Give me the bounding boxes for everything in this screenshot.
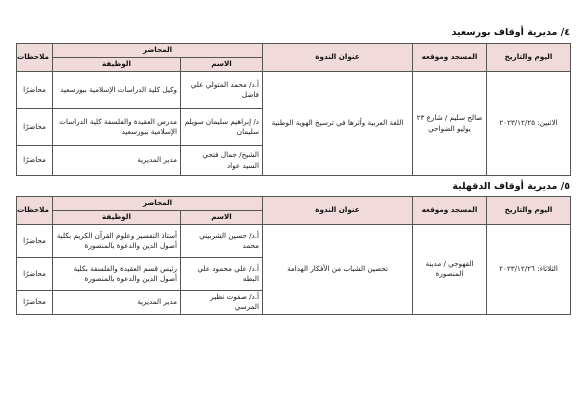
lecturer-job-cell: مدير المديرية bbox=[53, 146, 181, 176]
header-topic: عنوان الندوة bbox=[263, 197, 413, 225]
header-mosque: المسجد وموقعه bbox=[413, 197, 487, 225]
lecturer-job-cell: رئيس قسم العقيدة والفلسفة بكلية أصول الدين والدعوة بالمنصورة bbox=[53, 258, 181, 291]
schedule-table-portsaid bbox=[16, 43, 571, 176]
note-cell: محاضرًا bbox=[17, 72, 53, 109]
lecturer-job-cell: أستاذ التفسير وعلوم القرآن الكريم بكلية أصول الدين والدعوة بالمنصورة bbox=[53, 225, 181, 258]
header-job: الوظيفة bbox=[53, 58, 181, 72]
lecturer-name-cell: أ.د/ حسين الشربيني محمد bbox=[181, 225, 263, 258]
note-cell: محاضرًا bbox=[17, 109, 53, 146]
lecturer-job-cell: وكيل كلية الدراسات الإسلامية ببورسعيد bbox=[53, 72, 181, 109]
header-name: الاسم bbox=[181, 211, 263, 225]
topic-cell: اللغة العربية وأثرها في ترسيخ الهوية الوطنية bbox=[263, 72, 413, 176]
day-date-cell: الاثنين: ٢٠٢٣/١٢/٢٥ bbox=[487, 72, 571, 176]
note-cell: محاضرًا bbox=[17, 258, 53, 291]
header-name: الاسم bbox=[181, 58, 263, 72]
day-date-cell: الثلاثاء: ٢٠٢٣/١٢/٢٦ bbox=[487, 225, 571, 315]
header-notes: ملاحظات bbox=[17, 197, 53, 225]
mosque-cell: القهوجي / مدينة المنصورة bbox=[413, 225, 487, 315]
note-cell: محاضرًا bbox=[17, 291, 53, 315]
header-topic: عنوان الندوة bbox=[263, 44, 413, 72]
lecturer-name-cell: الشيخ/ جمال فتحي السيد عواد bbox=[181, 146, 263, 176]
schedule-table-dakahlia bbox=[16, 196, 571, 315]
note-cell: محاضرًا bbox=[17, 225, 53, 258]
header-job: الوظيفة bbox=[53, 211, 181, 225]
header-notes: ملاحظات bbox=[17, 44, 53, 72]
lecturer-job-cell: مدرس العقيدة والفلسفة كلية الدراسات الإسلامية ببورسعيد bbox=[53, 109, 181, 146]
table-row bbox=[17, 72, 571, 109]
lecturer-name-cell: أ.د/ محمد المتولي علي فاضل bbox=[181, 72, 263, 109]
lecturer-name-cell: أ.د/ صفوت نظير المرسي bbox=[181, 291, 263, 315]
section-title-dakahlia: ٥/ مديرية أوقاف الدقهلية bbox=[452, 181, 570, 192]
header-lecturer: المحاضر bbox=[53, 44, 263, 58]
lecturer-name-cell: أ.د/ علي محمود علي البطه bbox=[181, 258, 263, 291]
table-row bbox=[17, 225, 571, 258]
lecturer-job-cell: مدير المديرية bbox=[53, 291, 181, 315]
topic-cell: تحصين الشباب من الأفكار الهدامة bbox=[263, 225, 413, 315]
mosque-cell: صالح سليم / شارع ٢٣ يوليو الضواحي bbox=[413, 72, 487, 176]
section-title-portsaid: ٤/ مديرية أوقاف بورسعيد bbox=[451, 27, 570, 38]
header-day-date: اليوم والتاريخ bbox=[487, 197, 571, 225]
header-day-date: اليوم والتاريخ bbox=[487, 44, 571, 72]
header-lecturer: المحاضر bbox=[53, 197, 263, 211]
note-cell: محاضرًا bbox=[17, 146, 53, 176]
header-mosque: المسجد وموقعه bbox=[413, 44, 487, 72]
lecturer-name-cell: د/ إبراهيم سليمان سويلم سليمان bbox=[181, 109, 263, 146]
